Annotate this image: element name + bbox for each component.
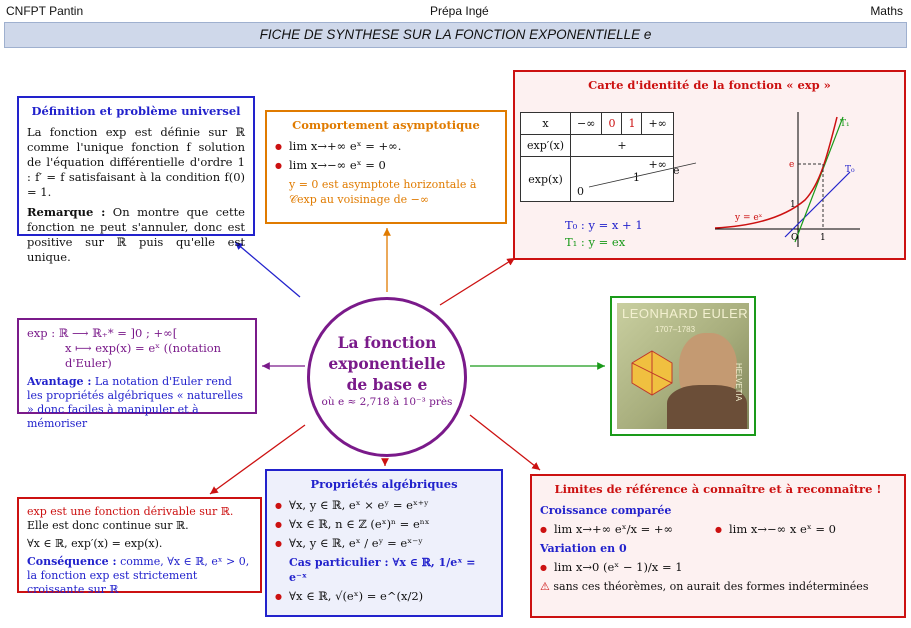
algebra-prop-3: ● ∀x, y ∈ ℝ, eˣ / eʸ = eˣ⁻ʸ — [275, 536, 493, 551]
asymptotic-title: Comportement asymptotique — [292, 118, 480, 132]
limit-2: ● lim x→−∞ x eˣ = 0 — [715, 522, 836, 537]
tangent-t1: T₁ : y = ex — [565, 235, 626, 249]
notation-line-1: exp : ℝ ⟶ ℝ₊* = ]0 ; +∞[ — [27, 326, 178, 340]
asymptotic-box — [265, 110, 507, 224]
header-center: Prépa Ingé — [430, 4, 489, 18]
remark-label: Remarque : — [27, 205, 106, 219]
center-line-2: exponentielle — [328, 354, 446, 373]
algebra-title: Propriétés algébriques — [310, 477, 458, 491]
euler-box — [610, 296, 756, 436]
graph-one-x: 1 — [820, 233, 826, 243]
var-exp-1: 1 — [633, 171, 641, 184]
graph-one-y: 1 — [790, 200, 796, 210]
var-x-3: +∞ — [642, 113, 673, 135]
var-x-1: 0 — [602, 113, 622, 135]
derivative-box — [17, 497, 262, 596]
arrow-identity — [440, 258, 515, 305]
algebra-prop-2: ● ∀x ∈ ℝ, n ∈ ℤ (eˣ)ⁿ = eⁿˣ — [275, 517, 493, 532]
warning-icon: ⚠ — [540, 580, 550, 593]
algebra-prop-1: ● ∀x, y ∈ ℝ, eˣ × eʸ = eˣ⁺ʸ — [275, 498, 493, 513]
var-exp-inf: +∞ — [648, 158, 667, 171]
derivative-line-1: exp est une fonction dérivable sur ℝ. — [27, 505, 234, 518]
consequence-text: comme, ∀x ∈ ℝ, eˣ > 0, la fonction exp est strictement croissante sur ℝ — [27, 555, 250, 596]
algebra-box — [265, 469, 503, 617]
algebra-prop-4: ● ∀x ∈ ℝ, √(eˣ) = e^(x/2) — [275, 589, 493, 604]
identity-title: Carte d'identité de la fonction « exp » — [588, 78, 831, 92]
graph-e-label: e — [789, 160, 795, 170]
asymptotic-limit-2: ● lim x→−∞ eˣ = 0 — [275, 158, 497, 173]
var-exp-label: exp(x) — [521, 157, 571, 202]
limits-title: Limites de référence à connaître et à reconnaître ! — [554, 482, 882, 496]
header-left: CNFPT Pantin — [6, 4, 84, 18]
graph-origin: O — [791, 233, 799, 243]
remark-text: On montre que cette fonction ne peut s'annuler, donc est positive sur ℝ puis qu'elle est unique. — [27, 205, 245, 264]
var-deriv-sign: + — [571, 135, 674, 157]
variation-table — [520, 112, 680, 202]
center-approx: où e ≈ 2,718 à 10⁻³ près — [321, 396, 453, 408]
graph-t1-label: T₁ — [840, 119, 850, 129]
var-x-label: x — [521, 113, 571, 135]
center-line-1: La fonction — [337, 333, 437, 352]
advantage-text: La notation d'Euler rend les propriétés algébriques « naturelles » donc faciles à manipuler et à mémoriser — [27, 375, 244, 430]
header-right: Maths — [870, 4, 903, 18]
euler-portrait — [617, 303, 749, 429]
var-deriv-label: exp′(x) — [521, 135, 571, 157]
limits-box — [530, 474, 906, 618]
limit-1: ● lim x→+∞ eˣ/x = +∞ — [540, 522, 673, 537]
advantage-label: Avantage : — [27, 375, 92, 388]
asymptotic-limit-1: ● lim x→+∞ eˣ = +∞. — [275, 139, 497, 154]
var-x-2: 1 — [622, 113, 642, 135]
limit-3: ● lim x→0 (eˣ − 1)/x = 1 — [540, 560, 896, 575]
variation-label: Variation en 0 — [540, 542, 627, 555]
euler-dates: 1707–1783 — [655, 325, 696, 334]
euler-name: LEONHARD EULER — [622, 306, 749, 321]
euler-country: HELVETIA — [734, 363, 743, 402]
var-exp-arrow — [571, 157, 721, 195]
var-exp-cell — [571, 157, 680, 202]
warning-text: sans ces théorèmes, on aurait des formes indéterminées — [553, 580, 869, 593]
identity-box — [513, 70, 906, 260]
definition-box — [17, 96, 255, 264]
var-x-0: −∞ — [571, 113, 602, 135]
notation-box — [17, 318, 257, 430]
algebra-special: Cas particulier : ∀x ∈ ℝ, 1/eˣ = e⁻ˣ — [289, 556, 476, 584]
polyhedron-icon — [627, 348, 677, 398]
derivative-line-2: Elle est donc continue sur ℝ. — [27, 519, 189, 532]
asymptote-note: y = 0 est asymptote horizontale à 𝒞exp au voisinage de −∞ — [289, 178, 477, 206]
page-title: FICHE DE SYNTHESE SUR LA FONCTION EXPONENTIELLE e — [4, 22, 907, 48]
graph-curve-label: y = eˣ — [735, 213, 763, 223]
derivative-line-3: ∀x ∈ ℝ, exp′(x) = exp(x). — [27, 537, 163, 550]
var-exp-e: e — [673, 164, 680, 177]
graph-t0-label: T₀ — [845, 165, 855, 175]
definition-text: La fonction exp est définie sur ℝ comme l'unique fonction f solution de l'équation différentielle d'ordre 1 : f′ = f satisfaisant à la condition f(0) = 1. — [27, 125, 245, 199]
notation-line-2: x ⟼ exp(x) = eˣ ((notation d'Euler) — [65, 341, 222, 370]
var-exp-0: 0 — [577, 185, 585, 198]
exp-graph — [715, 112, 865, 252]
consequence-label: Conséquence : — [27, 555, 117, 568]
center-line-3: de base e — [346, 375, 428, 394]
growth-label: Croissance comparée — [540, 504, 672, 517]
center-circle — [307, 297, 467, 457]
arrow-limits — [470, 415, 540, 470]
definition-title: Définition et problème universel — [31, 104, 241, 118]
tangent-t0: T₀ : y = x + 1 — [565, 218, 643, 232]
